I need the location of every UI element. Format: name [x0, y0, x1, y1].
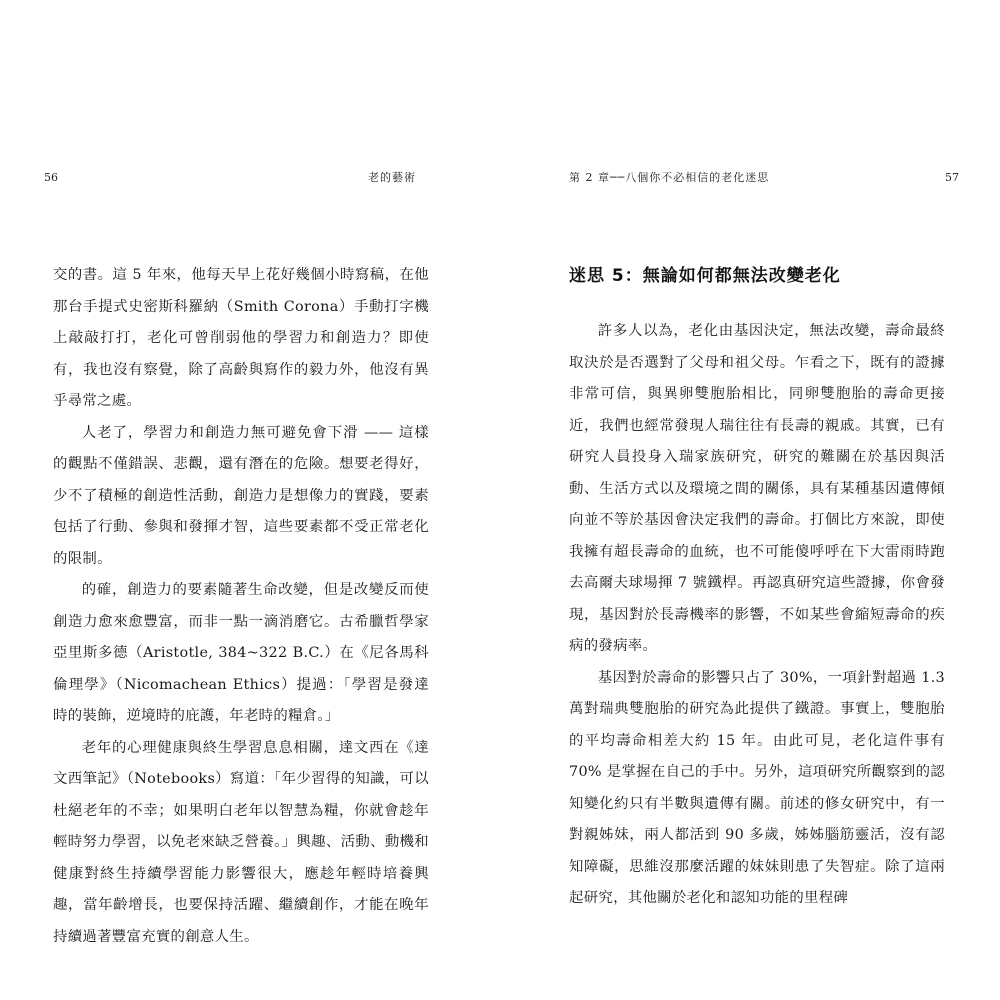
right-paragraph-1: 許多人以為，老化由基因決定，無法改變，壽命最終取決於是否選對了父母和祖父母。乍看之下，既有的證據非常可信，與異卵雙胞胎相比，同卵雙胞胎的壽命更接近，我們也經常發現人瑞往往有長壽的親戚。其實，已有研究人員投身入瑞家族研究，研究的難關在於基因與活動、生活方式以及環境之間的關係，具有某種基因遺傳傾向並不等於基因會決定我們的壽命。打個比方來說，即使我擁有超長壽命的血統，也不可能傻呼呼在下大雷雨時跑去高爾夫球場揮 7 號鐵桿。再認真研究這些證據，你會發現，基因對於長壽機率的影響，不如某些會縮短壽命的疾病的發病率。 [569, 323, 945, 654]
left-paragraph-3: 的確，創造力的要素隨著生命改變，但是改變反而使創造力愈來愈豐富，而非一點一滴消磨它。古希臘哲學家亞里斯多德（Aristotle, 384~322 B.C.）在《尼各馬科倫理學》（Nicomachean Ethics）提過：「學習是發達時的裝飾，逆境時的庇護，年老時的糧倉。」 [53, 582, 429, 724]
left-running-head: 老的藝術 [368, 171, 416, 184]
right-running-head: 第 2 章──八個你不必相信的老化迷思 [569, 171, 770, 184]
left-paragraph-1: 交的書。這 5 年來，他每天早上花好幾個小時寫稿，在他那台手提式史密斯科羅納（Smith Corona）手動打字機上敲敲打打，老化可曾削弱他的學習力和創造力？即使有，我也沒有察覺，除了高齡與寫作的毅力外，他沒有異乎尋常之處。 [53, 267, 429, 409]
right-page [500, 0, 1000, 1000]
right-body-text [569, 316, 945, 915]
section-heading: 迷思 5：無論如何都無法改變老化 [569, 266, 841, 286]
left-paragraph-4: 老年的心理健康與終生學習息息相關，達文西在《達文西筆記》（Notebooks）寫道：「年少習得的知識，可以杜絕老年的不幸；如果明白老年以智慧為糧，你就會趁年輕時努力學習，以免老來缺乏營養。」興趣、活動、動機和健康對終生持續學習能力影響很大，應趁年輕時培養興趣，當年齡增長，也要保持活躍、繼續創作，才能在晚年持續過著豐富充實的創意人生。 [53, 739, 429, 945]
left-paragraph-2: 人老了，學習力和創造力無可避免會下滑 —— 這樣的觀點不僅錯誤、悲觀，還有潛在的危險。想要老得好，少不了積極的創造性活動，創造力是想像力的實踐，要素包括了行動、參與和發揮才智，這些要素都不受正常老化的限制。 [53, 424, 429, 567]
left-page-number: 56 [44, 171, 58, 184]
right-page-number: 57 [945, 171, 959, 184]
left-body-text [53, 260, 429, 953]
right-paragraph-2: 基因對於壽命的影響只占了 30%，一項針對超過 1.3 萬對瑞典雙胞胎的研究為此提供了鐵證。事實上，雙胞胎的平均壽命相差大約 15 年。由此可見，老化這件事有 70% 是掌握在自己的手中。另外，這項研究所觀察到的認知變化約只有半數與遺傳有關。前述的修女研究中，有一對親姊妹，兩人都活到 90 多歲，姊姊腦筋靈活，沒有認知障礙，思維沒那麼活躍的妹妹則患了失智症。除了這兩起研究，其他關於老化和認知功能的里程碑 [569, 669, 945, 906]
